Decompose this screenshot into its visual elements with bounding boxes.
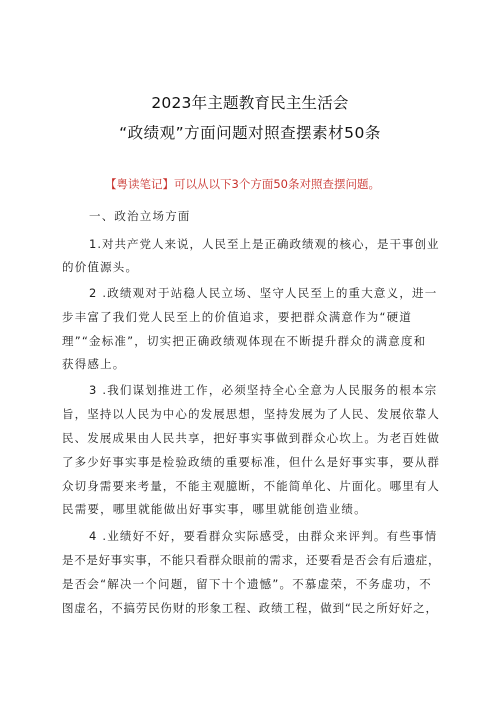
paragraph-line: 2 .政绩观对于站稳人民立场、坚守人民至上的重大意义，进一: [89, 286, 438, 300]
section-heading: 一、政治立场方面: [89, 209, 191, 223]
paragraph-line: 图虚名，不搞劳民伤财的形象工程、政绩工程，做到“民之所好好之，: [62, 601, 438, 615]
paragraph-line: 步丰富了我们党人民至上的价值追求，要把群众满意作为“硬道: [62, 310, 413, 324]
paragraph-line: 的价值源头。: [62, 260, 139, 274]
paragraph-line: 众切身需要来考量，不能主观臆断，不能简单化、片面化。哪里有人: [62, 479, 440, 493]
document-title-line2: “政绩观”方面问题对照查摆素材50条: [119, 124, 381, 142]
paragraph-line: 了多少好事实事是检验政绩的重要标准，但什么是好事实事，要从群: [62, 455, 440, 469]
paragraph-line: 3 .我们谋划推进工作，必须坚持全心全意为人民服务的根本宗: [89, 383, 438, 397]
paragraph-line: 是不是好事实事，不能只看群众眼前的需求，还要看是否会有后遗症，: [62, 553, 441, 567]
paragraph-line: 民需要，哪里就能做出好事实事，哪里就能创造业绩。: [62, 502, 367, 516]
paragraph-line: 1.对共产党人来说，人民至上是正确政绩观的核心，是干事创业: [89, 237, 440, 251]
document-title-line1: 2023年主题教育民主生活会: [151, 94, 349, 112]
paragraph-line: 旨，坚持以人民为中心的发展思想，坚持发展为了人民、发展依靠人: [62, 407, 440, 421]
paragraph-line: 民、发展成果由人民共享，把好事实事做到群众心坎上。为老百姓做: [62, 431, 440, 445]
paragraph-line: 是否会“解决一个问题，留下十个遗憾”。不慕虚荣，不务虚功，不: [62, 577, 432, 591]
paragraph-line: 理”“金标准”，切实把正确政绩观体现在不断提升群众的满意度和: [62, 334, 427, 348]
paragraph-line: 4 .业绩好不好，要看群众实际感受，由群众来评判。有些事情: [89, 529, 438, 543]
editor-note: 【粤读笔记】可以从以下3个方面50条对照查摆问题。: [105, 177, 380, 191]
paragraph-line: 获得感上。: [62, 357, 126, 371]
